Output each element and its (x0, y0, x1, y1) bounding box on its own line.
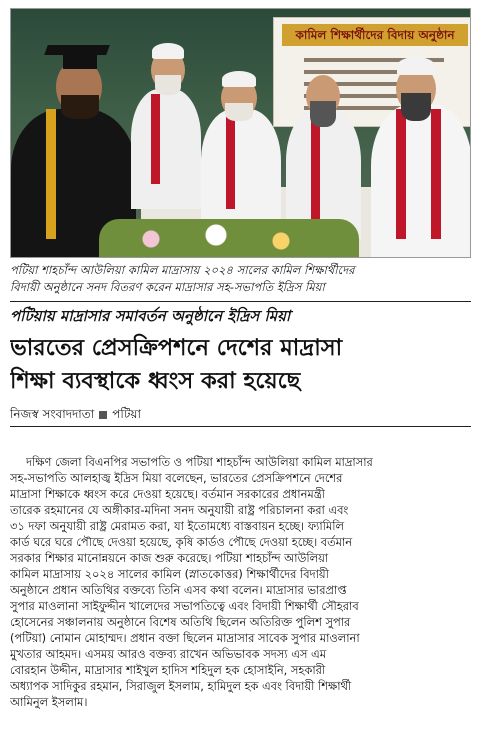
headline-line: ভারতের প্রেসক্রিপশনে দেশের মাদ্রাসা (10, 335, 343, 361)
article-line: আমিনুল ইসলাম। (10, 695, 88, 709)
article-line: বোরহান উদ্দীন, মাদ্রাসার শাইখুল হাদিস শহিদুল হক হোসাইনি, সহকারী (10, 663, 326, 677)
caption-line: বিদায়ী অনুষ্ঠানে সনদ বিতরণ করেন মাদ্রাসার সহ-সভাপতি ইদ্রিস মিয়া (10, 280, 325, 294)
kicker: পটিয়ায় মাদ্রাসার সমাবর্তন অনুষ্ঠানে ইদ্রিস মিয়া (10, 307, 291, 325)
article-line: মাদ্রাসা শিক্ষাকে ধ্বংস করে দেওয়া হয়েছে। বর্তমান সরকারের প্রধানমন্ত্রী (10, 487, 325, 501)
byline (10, 406, 471, 426)
photo-caption (10, 262, 471, 296)
article-line: সরকার শিক্ষার মানোন্নয়নে কাজ শুরু করেছে। পটিয়া শাহচাঁন্দ আউলিয়া (10, 551, 329, 565)
article-line: দক্ষিণ জেলা বিএনপির সভাপতি ও পটিয়া শাহচাঁন্দ আউলিয়া কামিল মাদ্রাসার (26, 455, 373, 469)
article-line: কামিল মাদ্রাসায় ২০২৪ সালের কামিল (স্নাতকোত্তর) শিক্ষার্থীদের বিদায়ী (10, 567, 329, 581)
article-line: সুপার মাওলানা সাইফুদ্দীন খালেদের সভাপতিত্বে এবং বিদায়ী শিক্ষার্থী সৌহরাব (10, 599, 359, 613)
square-separator-icon (99, 411, 107, 419)
caption-line: পটিয়া শাহচাঁন্দ আউলিয়া কামিল মাদ্রাসায় ২০২৪ সালের কামিল শিক্ষার্থীদের (10, 263, 355, 277)
article-line: অধ্যাপক সাদিকুর রহমান, সিরাজুল ইসলাম, হামিদুল হক এবং বিদায়ী শিক্ষার্থী (10, 679, 352, 693)
banner-title: কামিল শিক্ষার্থীদের বিদায় অনুষ্ঠান (282, 24, 468, 46)
article-line: অনুষ্ঠানে প্রধান অতিথির বক্তব্যে তিনি এসব কথা বলেন। মাদ্রাসার ভারপ্রাপ্ত (10, 583, 347, 597)
article-line: (পটিয়া) নোমান মোহাম্মদ। প্রধান বক্তা ছিলেন মাদ্রাসার সাবেক সুপার মাওলানা (10, 631, 360, 645)
article-line: ৩১ দফা অনুযায়ী রাষ্ট্র মেরামত করা, যা ইতোমধ্যে বাস্তবায়ন হচ্ছে। ফ্যামিলি (10, 519, 344, 533)
headline (10, 332, 471, 398)
article-line: হোসেনের সঞ্চালনায় অনুষ্ঠানে বিশেষ অতিথি ছিলেন অতিরিক্ত পুলিশ সুপার (10, 615, 351, 629)
article-line: কার্ড ঘরে ঘরে পৌছে দেওয়া হয়েছে, কৃষি কার্ডও পৌছে দেওয়া হচ্ছে। বর্তমান (10, 535, 353, 549)
dateline-location: পটিয়া (112, 407, 141, 421)
article-line: মুখতার আহমদ। এসময় আরও বক্তব্য রাখেন অভিভাবক সদস্য এস এম (10, 647, 327, 661)
article-body (10, 454, 471, 710)
divider (10, 301, 471, 302)
flower-arrangement (99, 219, 359, 258)
headline-line: শিক্ষা ব্যবস্থাকে ধ্বংস করা হয়েছে (10, 368, 301, 394)
news-photo (10, 8, 471, 258)
article-line: তারেক রহমানের যে অঙ্গীকার-মদিনা সনদ অনুযায়ী রাষ্ট্র পরিচালনা করা এবং (10, 503, 349, 517)
article-line: সহ-সভাপতি আলহাজ্ব ইদ্রিস মিয়া বলেছেন, ভারতের প্রেসক্রিপশনে দেশের (10, 471, 343, 485)
reporter-name: নিজস্ব সংবাদদাতা (10, 407, 95, 421)
divider (10, 426, 471, 427)
